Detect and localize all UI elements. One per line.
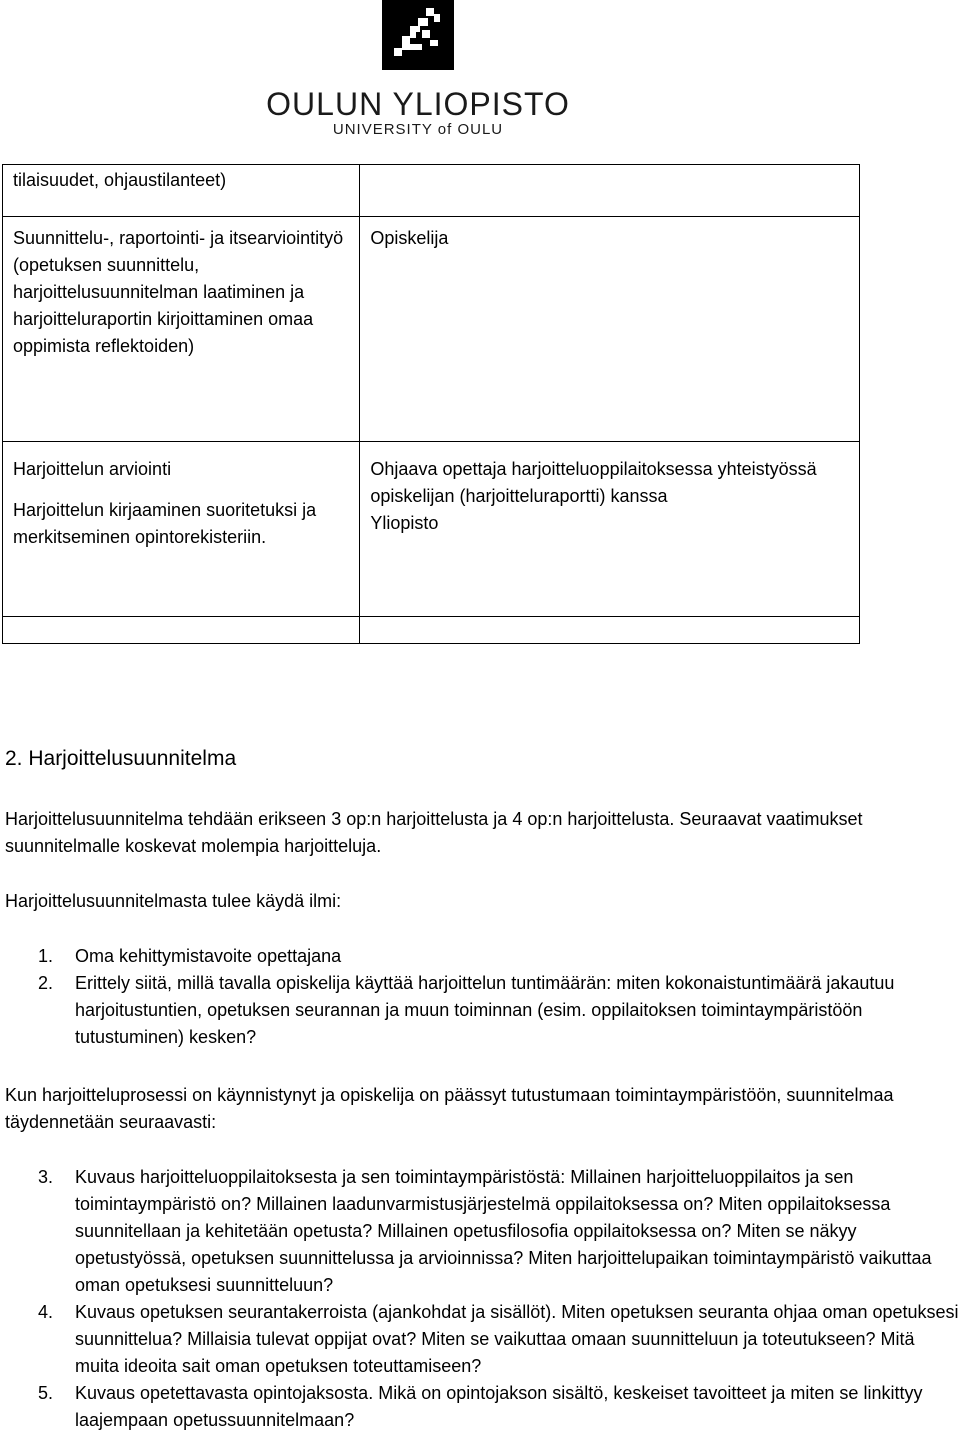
cell-text: Yliopisto bbox=[370, 513, 439, 533]
list-text: Kuvaus opetuksen seurantakerroista (ajankohdat ja sisällöt). Miten opetuksen seuranta ohjaa oman opetuksesi suunnittelua? Millaisia tulevat oppijat ovat? Miten se vaikuttaa omaan suunnitteluun ja toteutukseen? Mitä muita ideoita sait oman opetuksen toteuttamiseen? bbox=[75, 1302, 959, 1376]
table-cell bbox=[360, 617, 860, 644]
cell-text: Harjoittelun kirjaaminen suoritetuksi ja merkitseminen opintorekisteriin. bbox=[13, 500, 317, 547]
cell-text: Opiskelija bbox=[370, 228, 449, 248]
logo-title: OULUN YLIOPISTO bbox=[266, 86, 570, 122]
logo-subtitle: UNIVERSITY of OULU bbox=[332, 121, 504, 138]
cell-text: Suunnittelu-, raportointi- ja itsearviointityö (opetuksen suunnittelu, harjoittelusuunnitelman laatiminen ja harjoitteluraportin kirjoittaminen omaa oppimista reflektoiden) bbox=[13, 228, 344, 356]
list-text: Kuvaus opetettavasta opintojaksosta. Mikä on opintojakson sisältö, keskeiset tavoitteet ja miten se linkittyy laajempaan opetussuunnitelmaan? bbox=[75, 1383, 923, 1430]
table-cell bbox=[3, 217, 360, 442]
list-number: 2. bbox=[38, 973, 54, 993]
list-item bbox=[5, 943, 960, 970]
list-number: 1. bbox=[38, 946, 54, 966]
list-number: 5. bbox=[38, 1383, 54, 1403]
table-row bbox=[3, 217, 860, 442]
list-item bbox=[5, 1380, 960, 1434]
table-cell bbox=[360, 165, 860, 217]
supplement-list bbox=[5, 1164, 960, 1434]
responsibility-table bbox=[2, 164, 860, 644]
cell-text: tilaisuudet, ohjaustilanteet) bbox=[13, 170, 227, 190]
list-number: 4. bbox=[38, 1302, 54, 1322]
lead-paragraph: Harjoittelusuunnitelmasta tulee käydä ilmi: bbox=[5, 891, 342, 911]
requirements-list bbox=[5, 943, 960, 1051]
table-cell bbox=[360, 442, 860, 617]
list-text: Erittely siitä, millä tavalla opiskelija käyttää harjoittelun tuntimäärän: miten kokonaistuntimäärä jakautuu harjoitustuntien, opetuksen seurannan ja muun toiminnan (esim. oppilaitoksen toimintaympäristöön tutustuminen) kesken? bbox=[75, 973, 895, 1047]
middle-paragraph: Kun harjoitteluprosessi on käynnistynyt ja opiskelija on päässyt tutustumaan toimintaympäristöön, suunnitelmaa täydennetään seuraavasti: bbox=[5, 1085, 894, 1132]
table-cell bbox=[3, 617, 360, 644]
list-item bbox=[5, 970, 960, 1051]
list-item bbox=[5, 1299, 960, 1380]
cell-text: Ohjaava opettaja harjoitteluoppilaitoksessa yhteistyössä opiskelijan (harjoitteluraportti) kanssa bbox=[370, 459, 817, 506]
university-emblem-icon bbox=[382, 0, 454, 70]
table-row bbox=[3, 442, 860, 617]
table-cell bbox=[3, 442, 360, 617]
list-text: Kuvaus harjoitteluoppilaitoksesta ja sen toimintaympäristöstä: Millainen harjoitteluoppilaitos ja sen toimintaympäristö on? Millainen laadunvarmistusjärjestelmä oppilaitoksessa on? Miten oppilaitoksessa suunnitellaan ja kehitetään opetusta? Millainen opetusfilosofia oppilaitoksessa on? Miten se näkyy opetustyössä, opetuksen suunnittelussa ja arvioinnissa? Miten harjoittelupaikan toimintaympäristö vaikuttaa oman opetuksesi suunnitteluun? bbox=[75, 1167, 932, 1295]
section-heading: 2. Harjoittelusuunnitelma bbox=[5, 747, 237, 770]
cell-text: Harjoittelun arviointi bbox=[13, 459, 172, 479]
table-cell bbox=[360, 217, 860, 442]
list-text: Oma kehittymistavoite opettajana bbox=[75, 946, 342, 966]
list-number: 3. bbox=[38, 1167, 54, 1187]
table-cell bbox=[3, 165, 360, 217]
intro-paragraph: Harjoittelusuunnitelma tehdään erikseen 3 op:n harjoittelusta ja 4 op:n harjoittelusta. Seuraavat vaatimukset suunnitelmalle koskevat molempia harjoitteluja. bbox=[5, 809, 863, 856]
university-logo bbox=[258, 0, 578, 140]
list-item bbox=[5, 1164, 960, 1299]
table-row bbox=[3, 617, 860, 644]
table-row bbox=[3, 165, 860, 217]
